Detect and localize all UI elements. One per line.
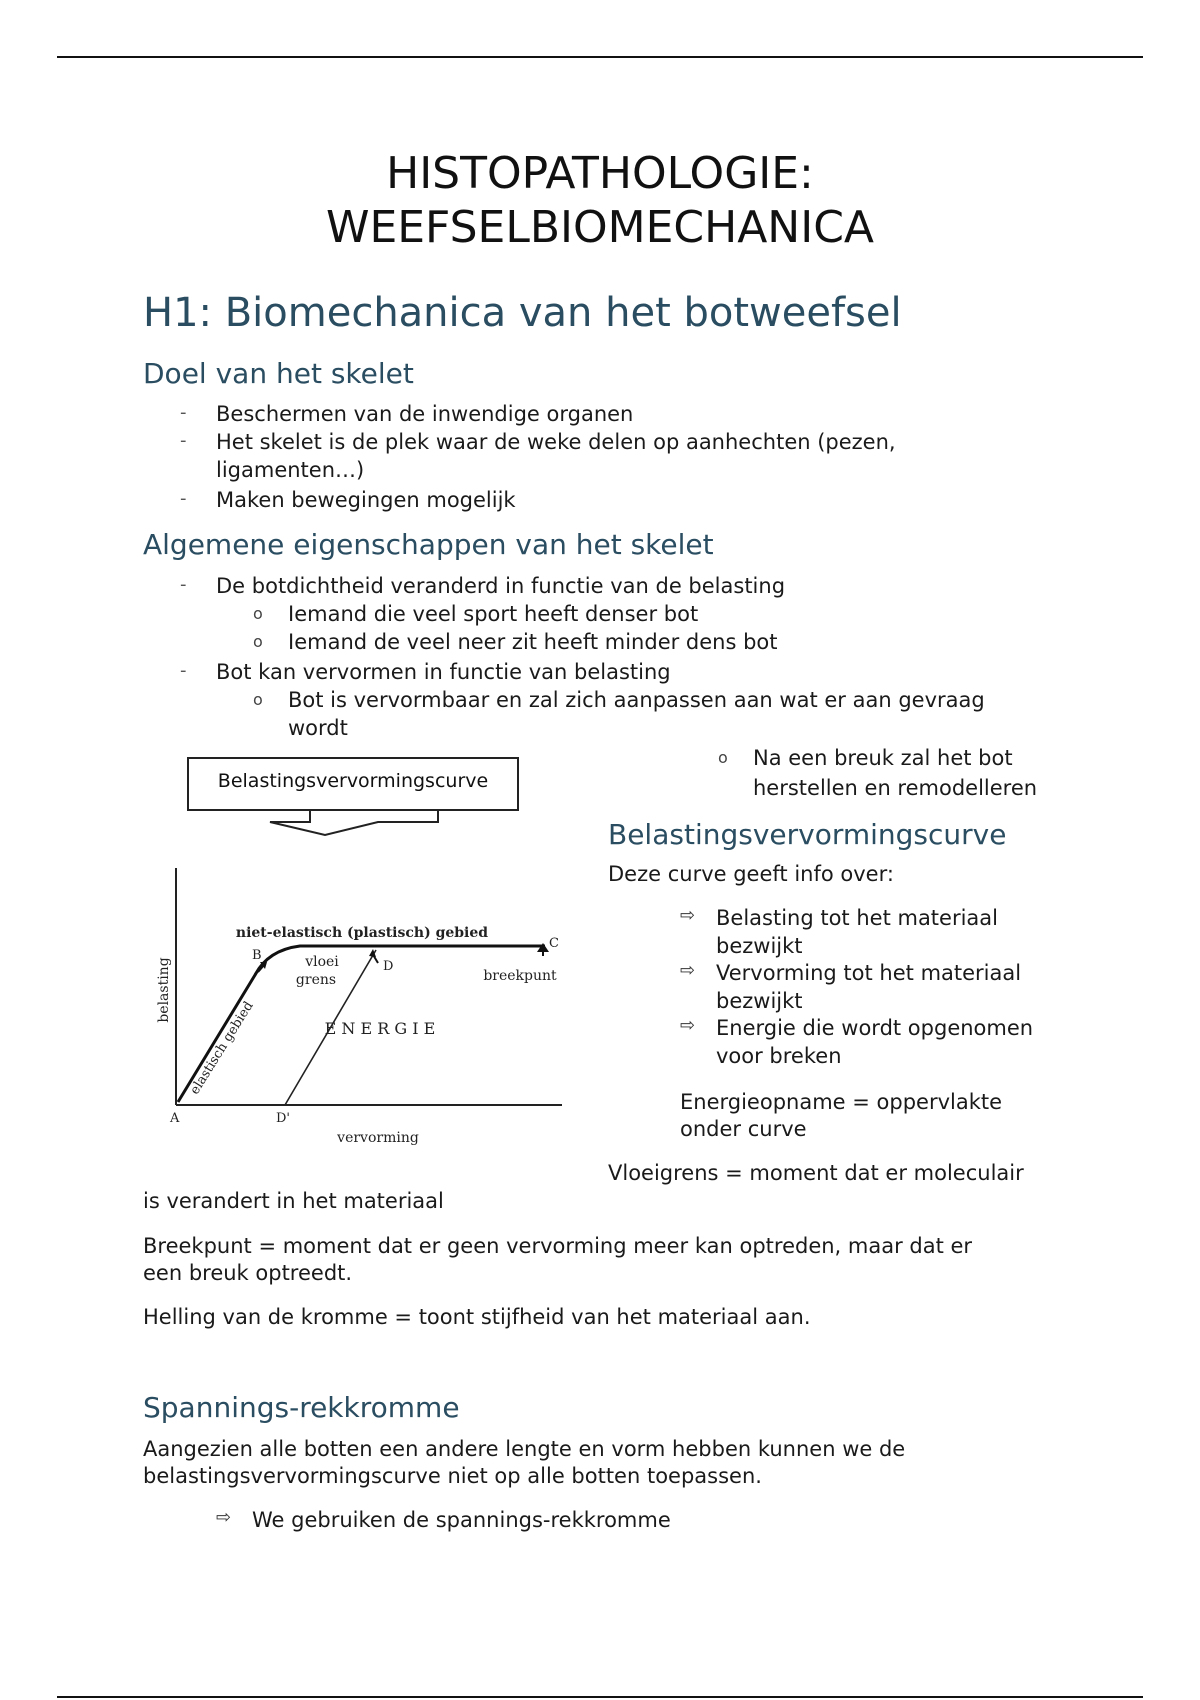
point-b-label: B [252,948,262,963]
circle-bullet: o [253,690,263,709]
algemene-sub-2a-cont: wordt [288,716,348,740]
doel-item-1: Beschermen van de inwendige organen [216,402,634,426]
y-axis-label: belasting [156,957,172,1023]
curve-arrow-3-cont: voor breken [716,1044,842,1068]
algemene-item-2: Bot kan vervormen in functie van belasting [216,660,671,684]
vloeigrens-line-1: Vloeigrens = moment dat er moleculair [608,1161,1024,1185]
vloeigrens-line-2: is verandert in het materiaal [143,1189,444,1213]
doel-item-2: Het skelet is de plek waar de weke delen op aanhechten (pezen, [216,430,896,454]
region-elastic-label: elastisch gebied [187,998,257,1098]
energieopname-line-1: Energieopname = oppervlakte [680,1090,1003,1114]
algemene-sub-1a: Iemand die veel sport heeft denser bot [288,602,699,626]
point-a-label: A [170,1111,180,1126]
top-rule [57,56,1143,58]
x-axis-label: vervorming [337,1130,419,1146]
dash-bullet: - [180,488,187,509]
region-plastic-label: niet-elastisch (plastisch) gebied [235,925,489,941]
arrow-right-icon: ⇨ [680,905,696,926]
point-c-label: C [549,936,559,951]
doel-item-2-cont: ligamenten…) [216,458,365,482]
algemene-sub-2b: Na een breuk zal het bot [753,746,1013,770]
circle-bullet: o [718,748,728,767]
arrow-right-icon: ⇨ [680,960,696,981]
spanning-para-line-1: Aangezien alle botten een andere lengte en vorm hebben kunnen we de [143,1437,906,1461]
curve-arrow-2: Vervorming tot het materiaal [716,961,1022,985]
breekpunt-line-1: Breekpunt = moment dat er geen vervorming meer kan optreden, maar dat er [143,1234,973,1258]
algemene-sub-2a: Bot is vervormbaar en zal zich aanpassen aan wat er aan gevraag [288,688,985,712]
algemene-item-1: De botdichtheid veranderd in functie van de belasting [216,574,786,598]
dash-bullet: - [180,430,187,451]
energie-label: E N E R G I E [324,1019,436,1038]
curve-arrow-1-cont: bezwijkt [716,934,803,958]
vloeigrens-label-2: grens [295,972,337,988]
spanning-para-line-2: belastingsvervormingscurve niet op alle botten toepassen. [143,1464,762,1488]
curve-arrow-3: Energie die wordt opgenomen [716,1016,1034,1040]
spanning-arrow: We gebruiken de spannings-rekkromme [252,1508,671,1532]
figure-title: Belastingsvervormingscurve [217,770,489,792]
algemene-sub-1b: Iemand de veel neer zit heeft minder dens bot [288,630,778,654]
circle-bullet: o [253,604,263,623]
heading-spanning: Spannings-rekkromme [143,1391,460,1424]
down-arrow-icon [270,810,438,835]
point-d-label: D [383,959,394,974]
bottom-rule [57,1696,1143,1698]
dash-bullet: - [180,574,187,595]
belastingsvervormingscurve-figure [150,750,570,1160]
page-title-line1: HISTOPATHOLOGIE: [386,148,814,199]
energieopname-line-2: onder curve [680,1117,807,1141]
heading-h1: H1: Biomechanica van het botweefsel [143,290,902,336]
curve-arrow-2-cont: bezwijkt [716,989,803,1013]
dash-bullet: - [180,660,187,681]
arrow-right-icon: ⇨ [216,1507,232,1528]
page-title-line2: WEEFSELBIOMECHANICA [325,202,875,253]
circle-bullet: o [253,632,263,651]
helling-line: Helling van de kromme = toont stijfheid van het materiaal aan. [143,1305,811,1329]
point-d-prime-label: D' [276,1111,290,1126]
arrow-right-icon: ⇨ [680,1015,696,1036]
vloeigrens-label-1: vloei [305,954,339,970]
heading-curve: Belastingsvervormingscurve [608,818,1007,851]
heading-doel: Doel van het skelet [143,357,414,390]
breekpunt-label: breekpunt [483,968,557,984]
curve-intro: Deze curve geeft info over: [608,862,894,886]
curve-arrow-1: Belasting tot het materiaal [716,906,999,930]
breekpunt-line-2: een breuk optreedt. [143,1261,353,1285]
dash-bullet: - [180,402,187,423]
algemene-sub-2b-cont: herstellen en remodelleren [753,776,1038,800]
heading-algemene: Algemene eigenschappen van het skelet [143,528,714,561]
doel-item-3: Maken bewegingen mogelijk [216,488,516,512]
